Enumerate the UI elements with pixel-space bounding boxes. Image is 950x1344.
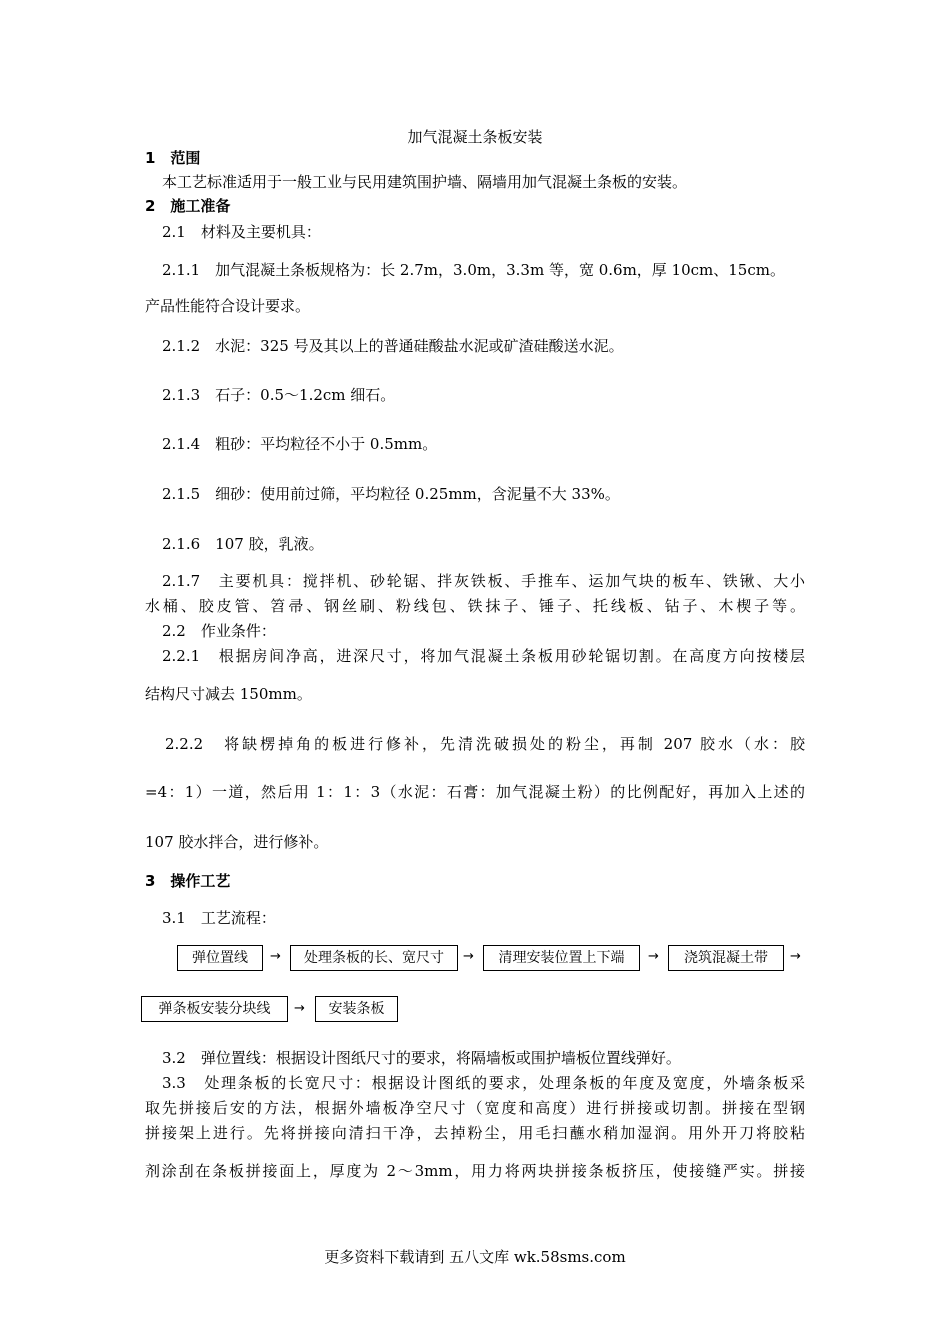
section-1-body: 本工艺标准适用于一般工业与民用建筑围护墙、隔墙用加气混凝土条板的安装。 (162, 173, 688, 191)
flow-step-3: 清理安装位置上下端 (483, 945, 640, 971)
flow-arrow-2: → (463, 949, 474, 964)
item-2-1-7-line2: 水桶、胶皮管、笤帚、钢丝刷、粉线包、铁抹子、锤子、托线板、钻子、木楔子等。 (145, 597, 805, 615)
flow-step-5: 弹条板安装分块线 (141, 996, 288, 1022)
section-3-3-line4: 剂涂刮在条板拼接面上，厚度为 2～3mm，用力将两块拼接条板挤压，使接缝严实。拼接 (145, 1162, 805, 1180)
item-2-2-1-line1: 2.2.1 根据房间净高，进深尺寸，将加气混凝土条板用砂轮锯切割。在高度方向按楼层 (162, 647, 805, 665)
flow-step-4: 浇筑混凝土带 (668, 945, 784, 971)
section-3-2: 3.2 弹位置线：根据设计图纸尺寸的要求，将隔墙板或围护墙板位置线弹好。 (162, 1049, 681, 1067)
flow-arrow-4: → (790, 949, 801, 964)
section-3-heading: 3 操作工艺 (145, 872, 231, 890)
section-3-3-line2: 取先拼接后安的方法，根据外墙板净空尺寸（宽度和高度）进行拼接或切割。拼接在型钢 (145, 1099, 805, 1117)
item-2-1-6: 2.1.6 107 胶，乳液。 (162, 535, 324, 553)
section-1-heading: 1 范围 (145, 149, 201, 167)
section-3-3-line3: 拼接架上进行。先将拼接向清扫干净，去掉粉尘，用毛扫蘸水稍加湿润。用外开刀将胶粘 (145, 1124, 805, 1142)
item-2-1-7-line1: 2.1.7 主要机具：搅拌机、砂轮锯、拌灰铁板、手推车、运加气块的板车、铁锹、大小 (162, 572, 805, 590)
item-2-1-1-line1: 2.1.1 加气混凝土条板规格为：长 2.7m，3.0m，3.3m 等，宽 0.6m，厚 10cm、15cm。 (162, 261, 785, 279)
flow-arrow-3: → (648, 949, 659, 964)
flow-step-1: 弹位置线 (177, 945, 263, 971)
item-2-1-4: 2.1.4 粗砂：平均粒径不小于 0.5mm。 (162, 435, 438, 453)
section-3-3-line1: 3.3 处理条板的长宽尺寸：根据设计图纸的要求，处理条板的年度及宽度，外墙条板采 (162, 1074, 805, 1092)
section-2-2: 2.2 作业条件： (162, 622, 276, 640)
item-2-1-2: 2.1.2 水泥：325 号及其以上的普通硅酸盐水泥或矿渣硅酸送水泥。 (162, 337, 624, 355)
item-2-1-5: 2.1.5 细砂：使用前过筛，平均粒径 0.25mm，含泥量不大 33%。 (162, 485, 620, 503)
flow-arrow-5: → (294, 1001, 305, 1016)
item-2-2-2-line2: =4：1）一道，然后用 1：1：3（水泥：石膏：加气混凝土粉）的比例配好，再加入上述的 (145, 783, 805, 801)
item-2-1-1-line2: 产品性能符合设计要求。 (145, 297, 311, 315)
item-2-2-2-line3: 107 胶水拌合，进行修补。 (145, 833, 329, 851)
page-title: 加气混凝土条板安装 (407, 128, 543, 146)
flow-arrow-1: → (270, 949, 281, 964)
item-2-1-3: 2.1.3 石子：0.5～1.2cm 细石。 (162, 386, 396, 404)
section-2-heading: 2 施工准备 (145, 197, 231, 215)
item-2-2-1-line2: 结构尺寸减去 150mm。 (145, 685, 312, 703)
section-3-1: 3.1 工艺流程： (162, 909, 276, 927)
flow-step-6: 安装条板 (315, 996, 398, 1022)
flow-step-2: 处理条板的长、宽尺寸 (290, 945, 458, 971)
item-2-2-2-line1: 2.2.2 将缺楞掉角的板进行修补，先清洗破损处的粉尘，再制 207 胶水（水：胶 (165, 735, 805, 753)
section-2-1: 2.1 材料及主要机具： (162, 223, 321, 241)
footer-link-text: 更多资料下载请到 五八文库 wk.58sms.com (324, 1248, 626, 1266)
